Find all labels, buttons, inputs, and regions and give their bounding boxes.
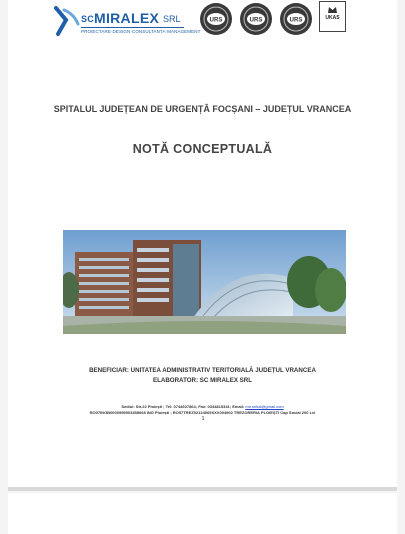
logo-tagline: PROIECTARE·DESIGN·CONSULTANTA·MANAGEMENT bbox=[81, 29, 201, 34]
logo-suffix: SRL bbox=[163, 14, 181, 24]
email-link[interactable]: mir.mihai@gmail.com bbox=[245, 404, 284, 409]
page-number: 1 bbox=[201, 416, 205, 422]
certification-seal-icon bbox=[239, 2, 273, 36]
page-divider bbox=[8, 487, 397, 491]
certification-seal-icon bbox=[199, 2, 233, 36]
contact-info bbox=[48, 404, 357, 416]
beneficiary-line: BENEFICIAR: UNITATEA ADMINISTRATIV TERITORIALĂ JUDEȚUL VRANCEA bbox=[89, 367, 316, 374]
hospital-name: SPITALUL JUDEȚEAN DE URGENȚĂ FOCȘANI – JUDEȚUL VRANCEA bbox=[53, 104, 352, 114]
document-parties bbox=[48, 366, 357, 386]
contact-address: Sediul: Str.22 Ploiești ; Tel: 0744607864; Fax: 0344815341; Email: bbox=[121, 404, 245, 409]
logo-swoosh-icon bbox=[54, 4, 80, 36]
ukas-badge bbox=[319, 1, 346, 32]
seal-label: URS bbox=[209, 17, 223, 24]
certification-seal-icon bbox=[279, 2, 313, 36]
elaborator-line: ELABORATOR: SC MIRALEX SRL bbox=[152, 377, 253, 384]
seal-label: URS bbox=[289, 17, 303, 24]
contact-line-2: RO07INGB0000999903458068 ING Ploiești ; RO57TREZ52124069XXX004902 TREZORERIA PLOIEȘTI Cap Social 200 Lei bbox=[89, 410, 316, 415]
logo-name: MIRALEX bbox=[94, 10, 160, 26]
company-logo bbox=[54, 4, 201, 38]
document-title: NOTĂ CONCEPTUALĂ bbox=[132, 142, 273, 156]
ukas-label: UKAS bbox=[325, 15, 340, 21]
seal-label: URS bbox=[249, 17, 263, 24]
logo-prefix: SC bbox=[81, 14, 94, 24]
crown-icon bbox=[320, 3, 345, 15]
hospital-rendering-image bbox=[63, 230, 346, 334]
next-page bbox=[8, 493, 397, 534]
document-page bbox=[8, 0, 397, 489]
logo-divider bbox=[81, 27, 184, 28]
